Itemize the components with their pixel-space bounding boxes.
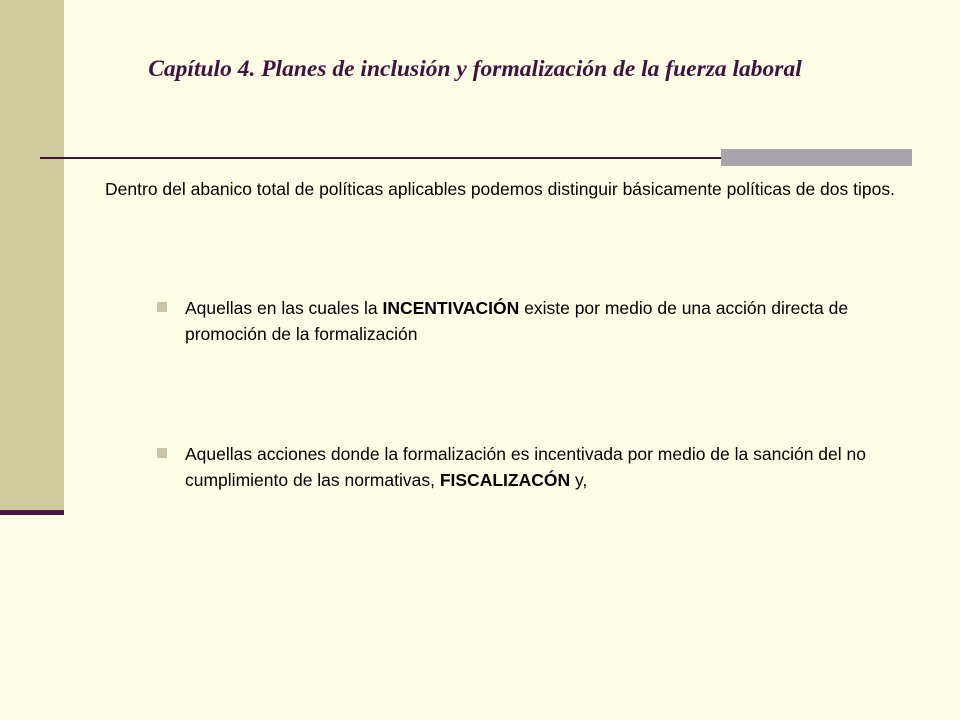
bullet-text-after: existe por medio de una acción directa de promoción de la formalización bbox=[185, 298, 849, 344]
square-bullet-icon bbox=[157, 302, 167, 312]
bullet-text-before: Aquellas en las cuales la bbox=[185, 298, 383, 318]
bullet-text bbox=[185, 295, 905, 347]
intro-paragraph: Dentro del abanico total de políticas aplicables podemos distinguir básicamente políticas de dos tipos. bbox=[105, 179, 895, 199]
bullet-text bbox=[185, 441, 905, 493]
bullet-keyword: FISCALIZACÓN bbox=[439, 470, 571, 490]
bullet-text-before: Aquellas acciones donde la formalización es incentivada por medio de la sanción del no cumplimiento de las normativas, bbox=[185, 444, 866, 490]
square-bullet-icon bbox=[157, 448, 167, 458]
slide-title: Capítulo 4. Planes de inclusión y formalización de la fuerza laboral bbox=[148, 56, 802, 82]
bullet-text-after: y, bbox=[570, 470, 588, 490]
bullet-keyword: INCENTIVACIÓN bbox=[382, 298, 520, 318]
